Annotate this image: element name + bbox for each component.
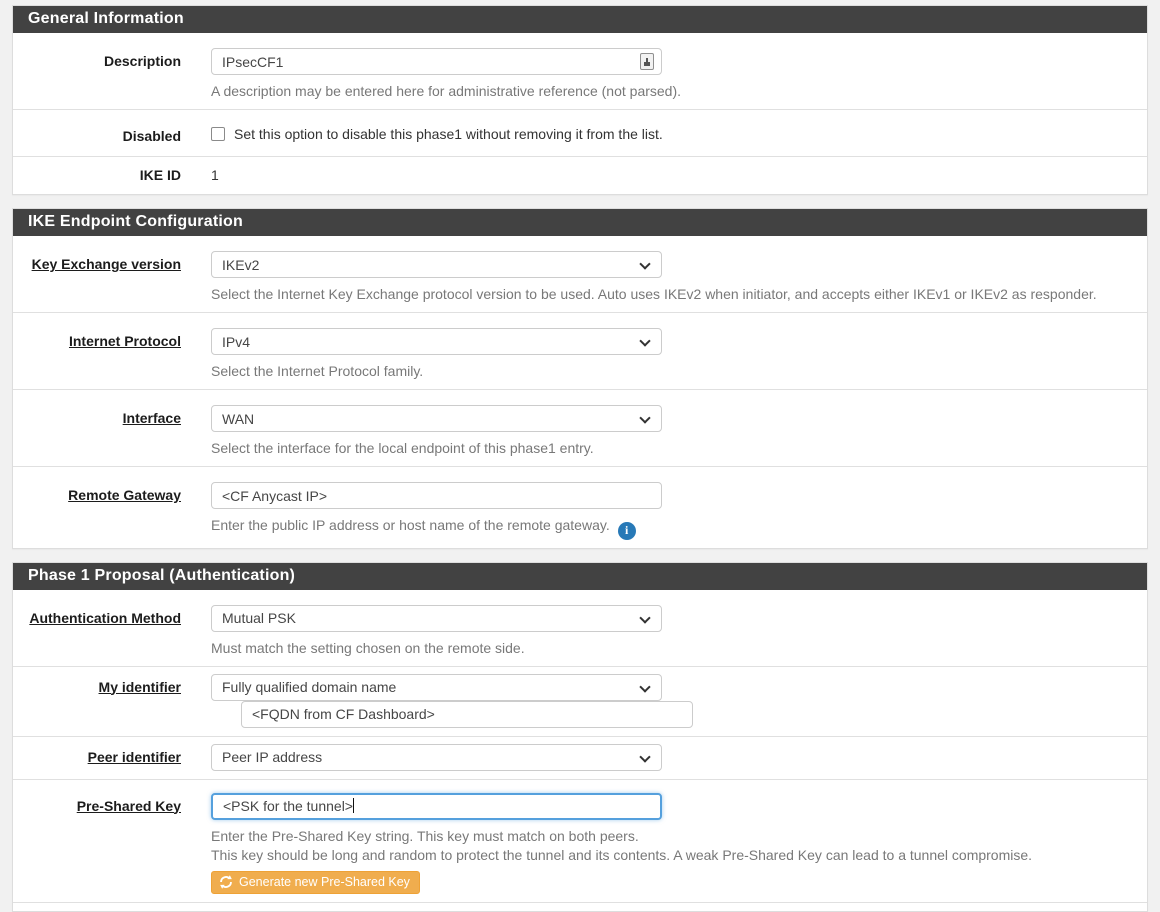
row-authentication-method xyxy=(13,590,1147,667)
row-ike-id xyxy=(13,157,1147,194)
generate-psk-button[interactable]: Generate new Pre-Shared Key xyxy=(211,871,420,894)
chevron-down-icon xyxy=(211,605,662,632)
description-help: A description may be entered here for administrative reference (not parsed). xyxy=(211,83,682,99)
key-exchange-version-label[interactable]: Key Exchange version xyxy=(31,256,181,272)
interface-help: Select the interface for the local endpoint of this phase1 entry. xyxy=(211,440,594,456)
panel-title: General Information xyxy=(13,6,1147,33)
pre-shared-key-help-1: Enter the Pre-Shared Key string. This key must match on both peers. xyxy=(211,827,639,844)
row-peer-identifier xyxy=(13,737,1147,780)
ike-id-label: IKE ID xyxy=(139,167,181,183)
my-identifier-select[interactable] xyxy=(211,674,662,701)
internet-protocol-select[interactable] xyxy=(211,328,662,355)
row-pre-shared-key xyxy=(13,780,1147,903)
key-exchange-version-help: Select the Internet Key Exchange protocol version to be used. Auto uses IKEv2 when initiator, and accepts either IKEv1 or IKEv2 as responder. xyxy=(211,286,1097,302)
pre-shared-key-input[interactable]: <PSK for the tunnel> xyxy=(211,793,662,820)
remote-gateway-label[interactable]: Remote Gateway xyxy=(68,487,181,503)
panel-ike-endpoint-configuration xyxy=(12,208,1148,549)
remote-gateway-help: Enter the public IP address or host name of the remote gateway. i xyxy=(211,516,1132,540)
pre-shared-key-label[interactable]: Pre-Shared Key xyxy=(76,797,181,814)
panel-phase1-proposal-authentication xyxy=(12,562,1148,912)
panel-general-information xyxy=(12,5,1148,195)
key-exchange-version-select[interactable] xyxy=(211,251,662,278)
row-description xyxy=(13,33,1147,110)
pre-shared-key-help-2: This key should be long and random to protect the tunnel and its contents. A weak Pre-Shared Key can lead to a tunnel compromise. xyxy=(211,846,1033,863)
panel-title: Phase 1 Proposal (Authentication) xyxy=(13,563,1147,590)
authentication-method-help: Must match the setting chosen on the remote side. xyxy=(211,639,525,656)
autofill-icon[interactable] xyxy=(640,53,654,70)
chevron-down-icon xyxy=(211,674,662,701)
my-identifier-value-input[interactable] xyxy=(241,701,693,728)
my-identifier-label[interactable]: My identifier xyxy=(98,678,181,695)
chevron-down-icon xyxy=(211,744,662,771)
remote-gateway-input[interactable] xyxy=(211,482,662,509)
disabled-checkbox-label: Set this option to disable this phase1 without removing it from the list. xyxy=(234,126,663,142)
authentication-method-select[interactable] xyxy=(211,605,662,632)
info-icon[interactable]: i xyxy=(618,522,636,540)
peer-identifier-select[interactable] xyxy=(211,744,662,771)
row-internet-protocol xyxy=(13,313,1147,390)
chevron-down-icon xyxy=(211,328,662,355)
disabled-label: Disabled xyxy=(122,128,181,144)
internet-protocol-label[interactable]: Internet Protocol xyxy=(68,333,181,349)
authentication-method-label[interactable]: Authentication Method xyxy=(29,609,181,626)
row-remote-gateway xyxy=(13,467,1147,548)
panel-title: IKE Endpoint Configuration xyxy=(13,209,1147,236)
description-label: Description xyxy=(103,53,181,69)
interface-label[interactable]: Interface xyxy=(122,410,181,426)
ike-id-value: 1 xyxy=(211,167,219,183)
row-key-exchange-version xyxy=(13,236,1147,313)
internet-protocol-help: Select the Internet Protocol family. xyxy=(211,363,424,379)
row-my-identifier xyxy=(13,667,1147,737)
disabled-checkbox[interactable] xyxy=(211,127,225,141)
chevron-down-icon xyxy=(211,405,662,432)
refresh-icon xyxy=(219,875,233,889)
row-interface xyxy=(13,390,1147,467)
row-disabled xyxy=(13,110,1147,157)
interface-select[interactable] xyxy=(211,405,662,432)
peer-identifier-label[interactable]: Peer identifier xyxy=(87,748,181,765)
chevron-down-icon xyxy=(211,251,662,278)
text-caret xyxy=(353,798,354,813)
description-input[interactable] xyxy=(211,48,662,75)
